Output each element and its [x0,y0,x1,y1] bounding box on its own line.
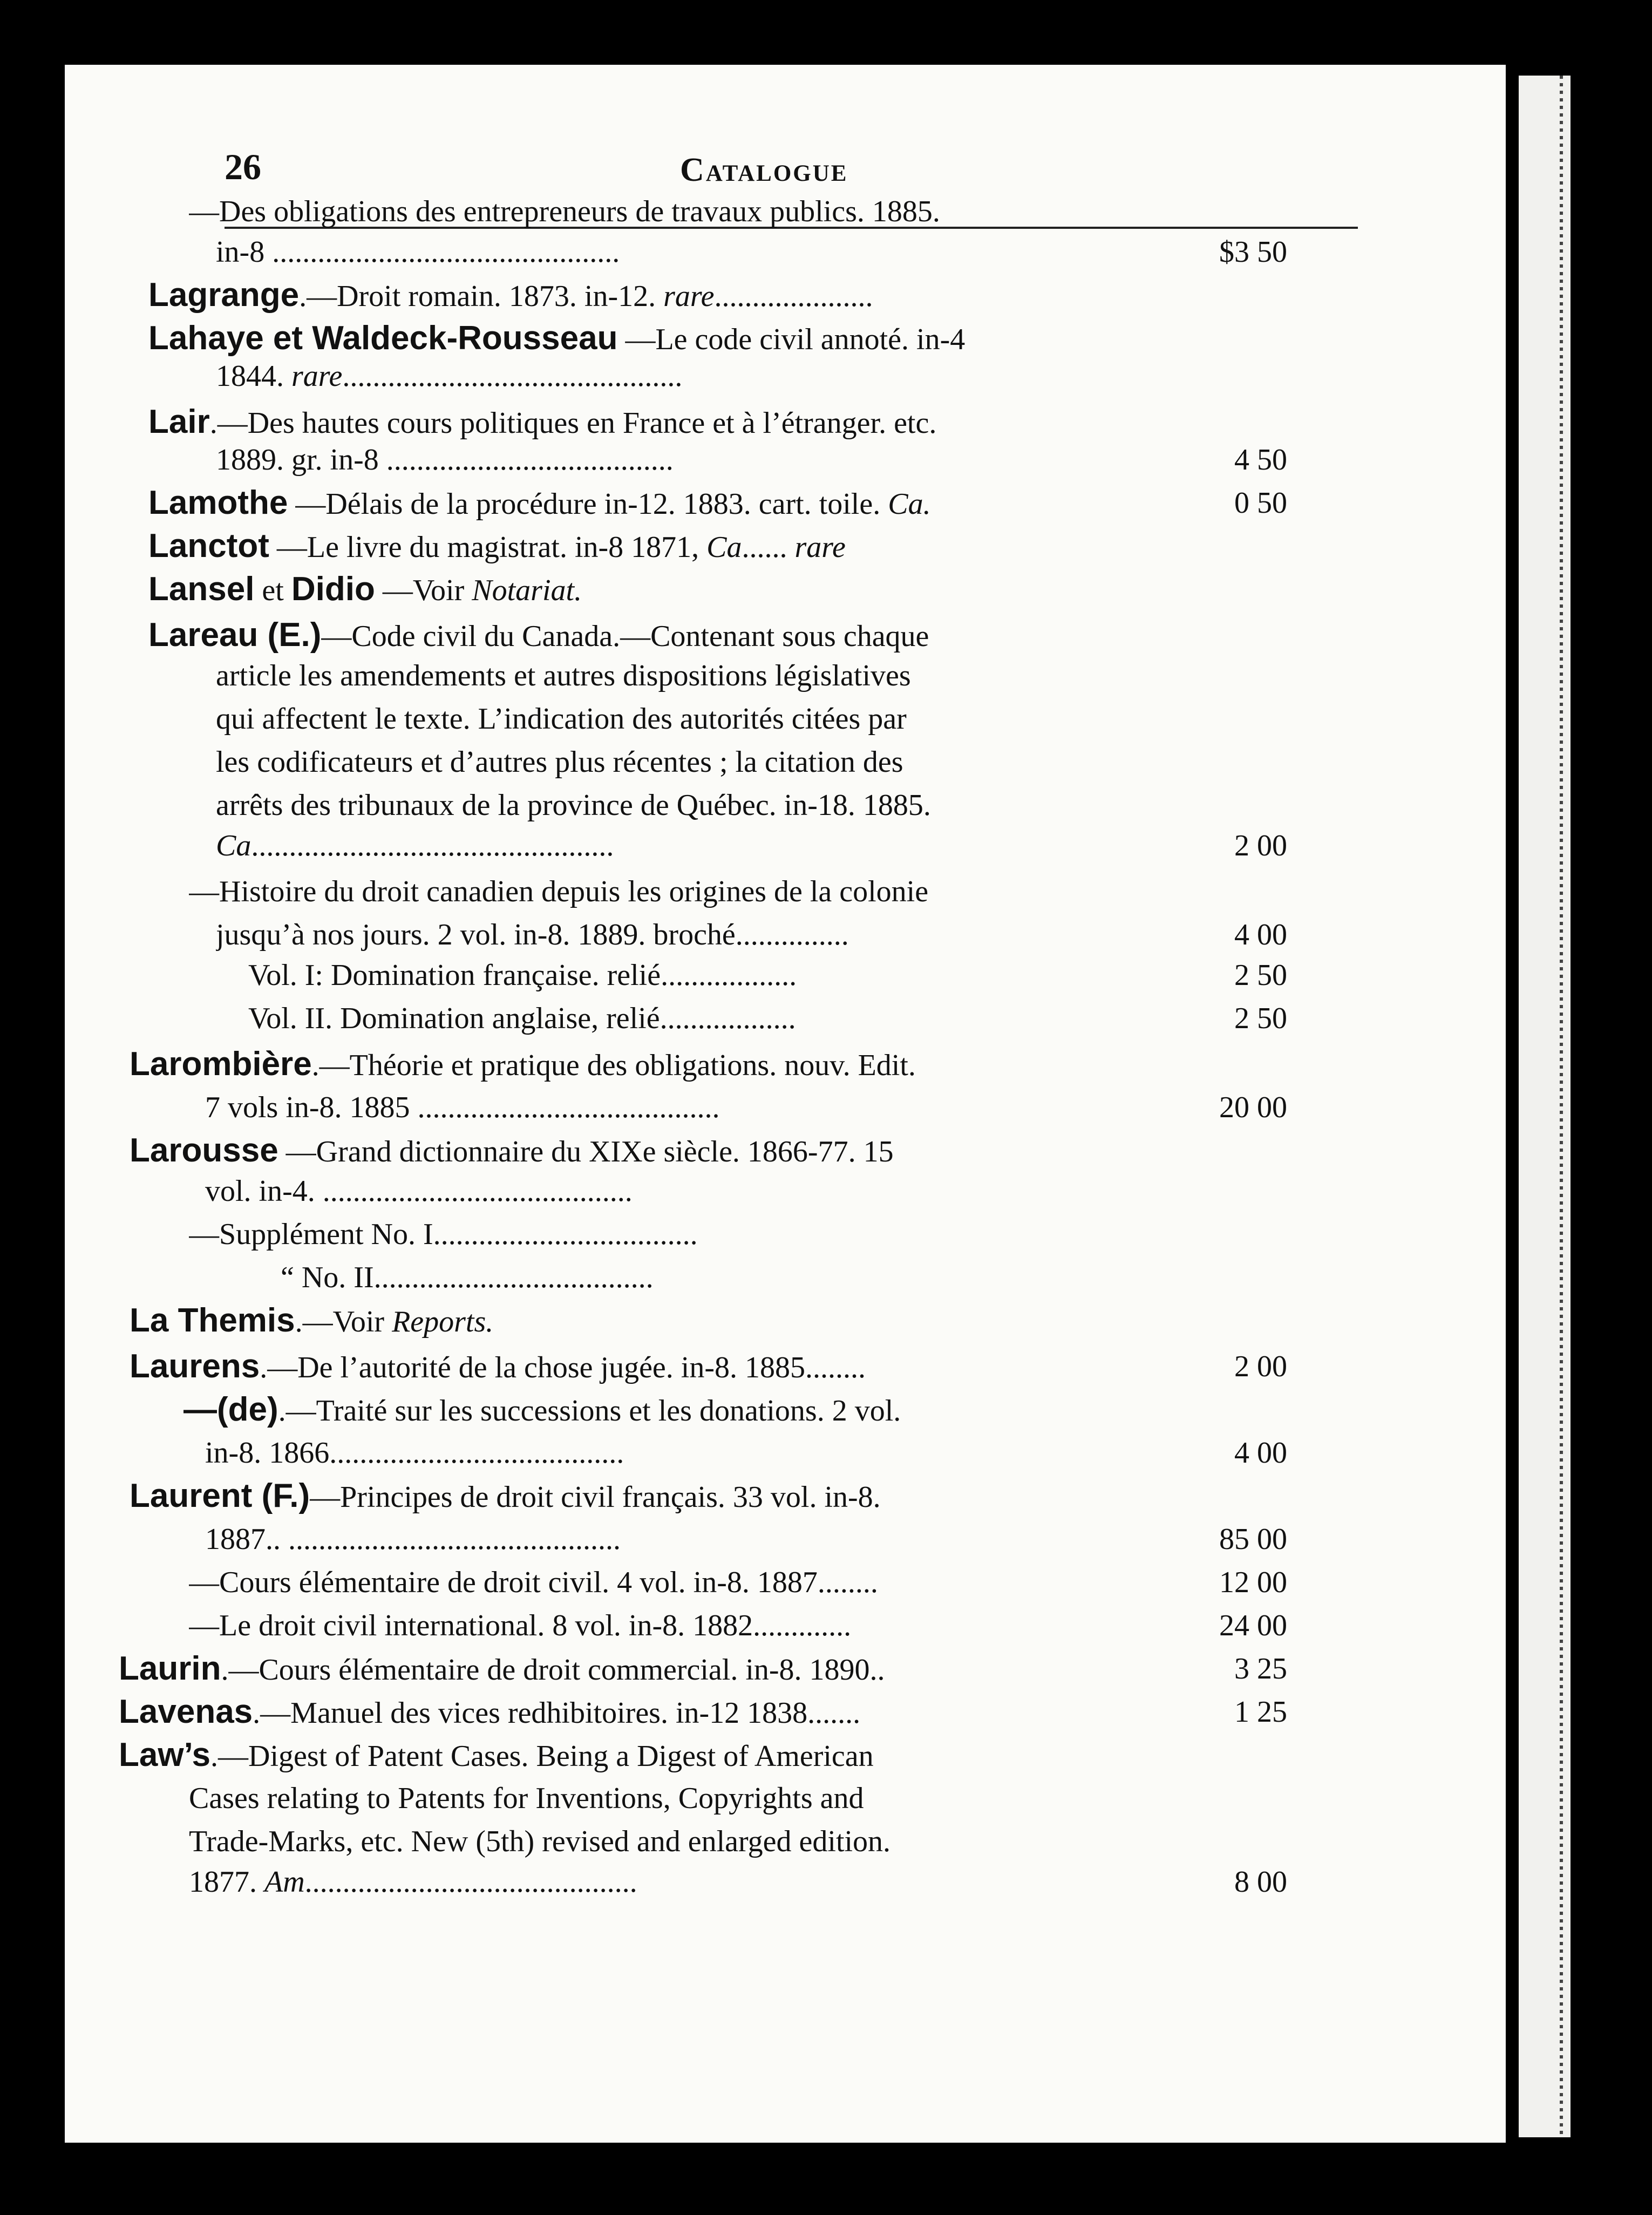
catalogue-line [205,1436,624,1470]
catalogue-line [130,1047,916,1083]
entry-text: .—Manuel des vices redhibitoires. in-12 1838....... [253,1696,861,1730]
entry-price: 4 50 [1234,443,1287,477]
entry-price: 2 00 [1234,1350,1287,1383]
catalogue-line [189,194,940,229]
entry-price: 85 00 [1219,1523,1287,1556]
catalogue-line [216,359,682,393]
catalogue-line [189,874,928,909]
entry-text: .—Cours élémentaire de droit commercial. in-8. 1890.. [221,1653,885,1687]
catalogue-line [189,1824,890,1859]
entry-text: 1844. [216,359,291,393]
entry-text: et [254,574,291,607]
entry-text: 1889. gr. in-8 ...................................... [216,443,674,477]
catalogue-line [248,958,797,993]
entry-text: 1887.. ............................................ [205,1523,621,1556]
catalogue-line [130,1303,493,1339]
entry-text: .—Digest of Patent Cases. Being a Digest of American [210,1740,874,1773]
entry-text: Reports. [392,1305,494,1338]
catalogue-line [130,1479,881,1514]
entry-text: in-8. 1866....................................... [205,1436,624,1470]
entry-text: .—Des hautes cours politiques en France et à l’étranger. etc. [209,406,937,440]
entry-text: ..................... [714,280,873,313]
entry-text: rare [663,280,715,313]
catalogue-line [148,278,873,314]
entry-text: rare [291,359,343,393]
entry-name: Lagrange [148,278,300,314]
catalogue-line [148,405,936,440]
entry-price: 8 00 [1234,1865,1287,1899]
catalogue-line [148,529,846,565]
catalogue-line [130,1349,866,1385]
catalogue-line [130,1133,894,1169]
entry-text: 7 vols in-8. 1885 ........................................ [205,1091,720,1124]
entry-text: article les amendements et autres dispositions législatives [216,659,911,692]
catalogue-line [189,1865,637,1899]
entry-text: .—Voir [295,1305,392,1338]
entry-name: Didio [291,572,375,608]
entry-price: 20 00 [1219,1091,1287,1124]
entry-name: Laurent (F.) [130,1479,310,1514]
entry-text: —Le code civil annoté. in-4 [617,323,966,356]
catalogue-line [189,1781,864,1816]
catalogue-line [216,443,674,477]
catalogue-page [65,65,1506,2143]
entry-text: —Code civil du Canada.—Contenant sous chaque [321,620,929,653]
catalogue-line [189,1217,698,1252]
entry-text: rare [794,531,846,564]
entry-text: Ca [706,531,742,564]
catalogue-line [148,486,931,521]
entry-text: —Délais de la procédure in-12. 1883. cart. toile. [288,487,888,521]
entry-name: Lair [148,405,210,440]
entry-price: 2 50 [1234,959,1287,992]
entry-text: —Des obligations des entrepreneurs de travaux publics. 1885. [189,195,940,228]
entry-text: Vol. II. Domination anglaise, relié.................. [248,1002,796,1035]
catalogue-line [216,658,911,693]
entry-text: arrêts des tribunaux de la province de Québec. in-18. 1885. [216,789,931,822]
entry-name: Lamothe [148,486,288,521]
entry-text: ...... [742,531,795,564]
entry-price: 1 25 [1234,1695,1287,1729]
entry-name: Laurin [119,1652,221,1687]
entry-text: —Voir [375,574,472,607]
entry-name: Lareau (E.) [148,618,322,654]
entry-text: ............................................. [342,359,683,393]
entry-text: Ca [216,829,251,862]
catalogue-line [183,1392,901,1428]
entry-name: Laurens [130,1349,260,1385]
entry-text: ............................................ [304,1865,637,1899]
entry-price: 24 00 [1219,1609,1287,1642]
catalogue-line [216,788,931,823]
catalogue-line [205,1522,621,1557]
entry-price: $3 50 [1219,235,1287,269]
entry-price: 4 00 [1234,918,1287,952]
catalogue-line [189,1608,851,1643]
entry-price: 0 50 [1234,486,1287,520]
catalogue-line [119,1652,885,1687]
entry-text: —Supplément No. I................................... [189,1218,698,1251]
entry-text: .—Droit romain. 1873. in-12. [299,280,664,313]
entry-text: Ca. [888,487,931,521]
entry-text: Cases relating to Patents for Inventions, Copyrights and [189,1782,864,1815]
entry-name: Larousse [130,1133,278,1169]
entry-text: .—De l’autorité de la chose jugée. in-8. 1885........ [260,1351,866,1384]
entry-text: .—Traité sur les successions et les donations. 2 vol. [278,1394,901,1428]
entry-price: 3 25 [1234,1652,1287,1686]
catalogue-line [216,828,614,863]
entry-price: 4 00 [1234,1436,1287,1470]
entry-name: Larombière [130,1047,312,1083]
catalogue-line [119,1695,860,1730]
entry-name: Lahaye et Waldeck-Rousseau [148,321,618,357]
entry-text: —Cours élémentaire de droit civil. 4 vol. in-8. 1887........ [189,1566,878,1599]
entry-text: qui affectent le texte. L’indication des autorités citées par [216,702,907,736]
entry-text: —Principes de droit civil français. 33 vol. in-8. [310,1480,881,1514]
scan-edge [1511,76,1571,2137]
entry-text: les codificateurs et d’autres plus récentes ; la citation des [216,745,903,779]
catalogue-line [281,1260,654,1295]
catalogue-line [216,235,620,269]
entry-price: 2 00 [1234,829,1287,862]
entry-text: ................................................ [251,829,614,862]
page-number: 26 [225,146,261,187]
entry-text: Trade-Marks, etc. New (5th) revised and enlarged edition. [189,1825,891,1858]
catalogue-line [148,321,965,357]
entry-name: Law’s [119,1738,210,1774]
entry-price: 2 50 [1234,1002,1287,1035]
entry-text: —Le livre du magistrat. in-8 1871, [269,531,707,564]
catalogue-line [148,618,929,654]
catalogue-line [119,1738,874,1774]
catalogue-line [216,918,849,952]
entry-text: —Le droit civil international. 8 vol. in-8. 1882............. [189,1609,852,1642]
catalogue-line [216,745,903,779]
catalogue-line [205,1090,720,1125]
entry-name: —(de) [183,1392,278,1428]
catalogue-line [248,1001,796,1036]
entry-text: Am [264,1865,305,1899]
entry-text: vol. in-4. ......................................... [205,1174,633,1208]
entry-text: in-8 .............................................. [216,235,620,269]
entry-text: jusqu’à nos jours. 2 vol. in-8. 1889. broché............... [216,918,849,952]
entry-text: Notariat. [472,574,582,607]
entry-text: Vol. I: Domination française. relié.................. [248,959,797,992]
entry-name: Lanctot [148,529,269,565]
catalogue-line [205,1174,633,1208]
entry-text: “ No. II..................................... [281,1261,654,1294]
entry-name: La Themis [130,1303,295,1339]
entry-price: 12 00 [1219,1566,1287,1599]
page-title: Catalogue [680,152,848,188]
catalogue-line [148,572,582,608]
entry-name: Lavenas [119,1695,253,1730]
entry-text: .—Théorie et pratique des obligations. nouv. Edit. [311,1049,916,1082]
catalogue-line [216,702,907,736]
entry-text: 1877. [189,1865,264,1899]
entry-text: —Grand dictionnaire du XIXe siècle. 1866-77. 15 [278,1135,894,1168]
catalogue-line [189,1565,878,1600]
entry-text: —Histoire du droit canadien depuis les origines de la colonie [189,875,929,908]
entry-name: Lansel [148,572,255,608]
